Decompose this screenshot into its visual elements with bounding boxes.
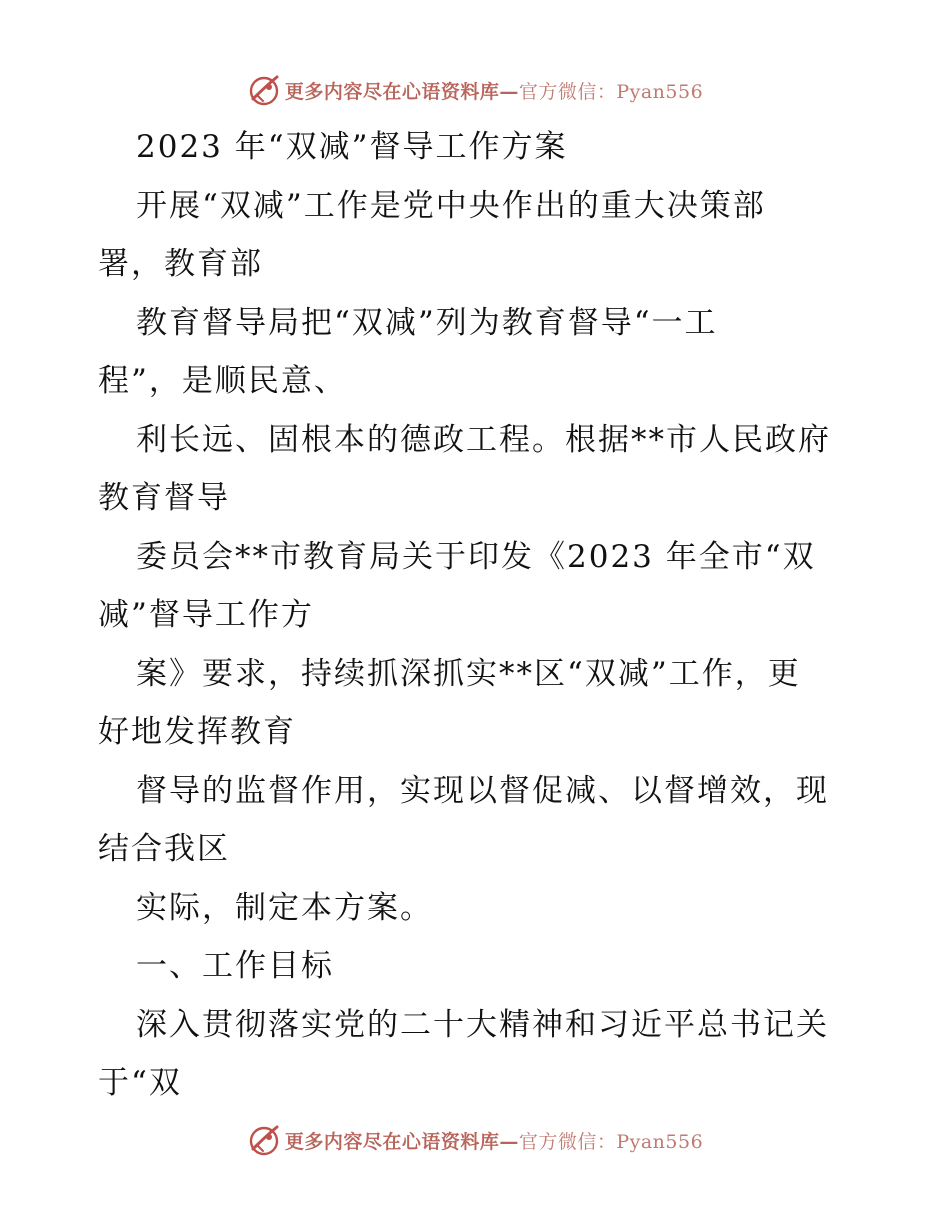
- paragraph-line: 减”督导工作方: [98, 597, 314, 633]
- paragraph-line: 好地发挥教育: [98, 714, 296, 750]
- footer-watermark: [0, 1118, 950, 1162]
- paragraph-line: 程”，是顺民意、: [98, 363, 347, 399]
- header-watermark-text: 更多内容尽在心语资料库—官方微信：Pyan556: [284, 80, 704, 103]
- paragraph-line: 利长远、固根本的德政工程。根据**市人民政府: [136, 421, 831, 458]
- footer-watermark-text: 更多内容尽在心语资料库—官方微信：Pyan556: [284, 1130, 704, 1153]
- document-body: [98, 118, 858, 1113]
- paragraph-line: 案》要求，持续抓深抓实**区“双减”工作，更: [136, 655, 801, 692]
- paragraph-line: 开展“双减”工作是党中央作出的重大决策部: [136, 187, 766, 224]
- paragraph-line: 署，教育部: [98, 246, 263, 282]
- paragraph-line: 于“双: [98, 1065, 182, 1101]
- brush-logo-icon: [247, 1123, 281, 1157]
- footer-wechat-text: 官方微信：Pyan556: [518, 1130, 704, 1153]
- header-wechat-text: 官方微信：Pyan556: [518, 80, 704, 103]
- header-watermark-content: [247, 73, 703, 107]
- paragraph-line: 实际，制定本方案。: [136, 889, 433, 926]
- paragraph-line: 教育督导局把“双减”列为教育督导“一工: [136, 304, 718, 341]
- paragraph-line: 委员会**市教育局关于印发《2023 年全市“双: [136, 538, 816, 575]
- paragraph-line: 督导的监督作用，实现以督促减、以督增效，现: [136, 772, 829, 809]
- document-title: 2023 年“双减”督导工作方案: [136, 129, 568, 165]
- footer-watermark-content: [247, 1123, 703, 1157]
- paragraph-line: 结合我区: [98, 831, 230, 867]
- header-watermark: [0, 68, 950, 112]
- paragraph-line: 教育督导: [98, 480, 230, 516]
- section-heading: 一、工作目标: [136, 948, 334, 984]
- brush-logo-icon: [247, 73, 281, 107]
- paragraph-line: 深入贯彻落实党的二十大精神和习近平总书记关: [136, 1006, 829, 1043]
